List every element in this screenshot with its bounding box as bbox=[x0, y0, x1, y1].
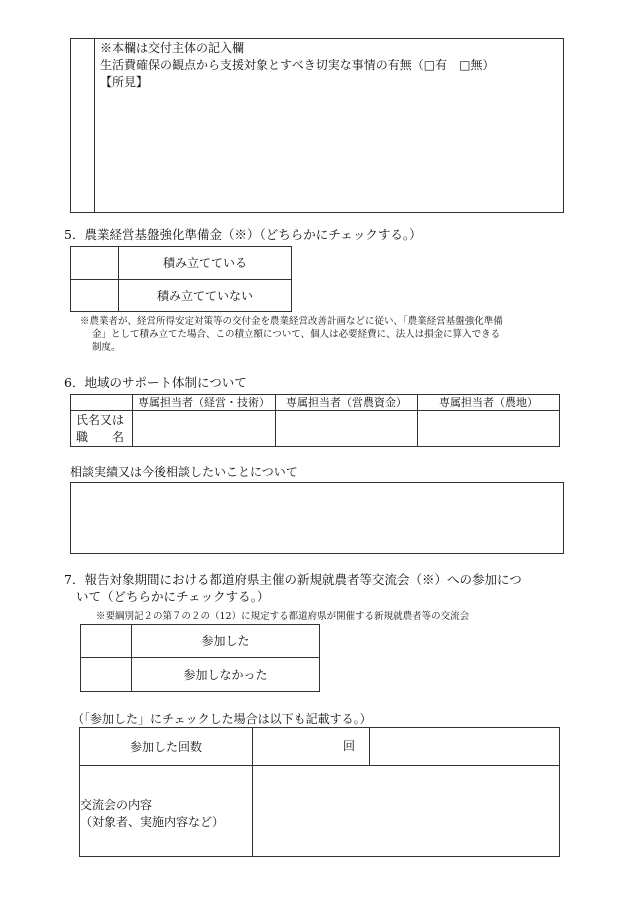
section6-heading: 6．地域のサポート体制について bbox=[64, 375, 247, 390]
opinion-label: 【所見】 bbox=[100, 75, 149, 89]
section7-heading-line2: いて（どちらかにチェックする。） bbox=[76, 589, 270, 604]
name-field-management[interactable] bbox=[134, 412, 274, 446]
count-extra-field[interactable] bbox=[371, 729, 558, 763]
consult-label: 相談実績又は今後相談したいことについて bbox=[70, 465, 298, 479]
consult-field[interactable] bbox=[70, 482, 564, 554]
count-unit: 回 bbox=[343, 739, 356, 753]
col-header-finance: 専属担当者（営農資金） bbox=[286, 395, 407, 409]
content-label-line2: （対象者、実施内容など） bbox=[80, 815, 225, 829]
count-field[interactable] bbox=[254, 729, 339, 763]
participation-option-not-attended: 参加しなかった bbox=[183, 667, 268, 682]
official-use-box-divider bbox=[94, 38, 95, 213]
col-header-management: 専属担当者（経営・技術） bbox=[138, 395, 270, 409]
official-use-note: ※本欄は交付主体の記入欄 bbox=[100, 41, 245, 55]
support-table-hline bbox=[70, 410, 560, 411]
participation-option-attended: 参加した bbox=[201, 634, 250, 648]
content-label-line1: 交流会の内容 bbox=[80, 798, 153, 812]
section5-heading: 5．農業経営基盤強化準備金（※）（どちらかにチェックする。） bbox=[64, 227, 422, 242]
name-field-farmland[interactable] bbox=[419, 412, 558, 446]
detail-table-vline-2 bbox=[369, 727, 370, 765]
livelihood-question: 生活費確保の観点から支援対象とすべき切実な事情の有無（□有 □無） bbox=[100, 58, 495, 72]
row-label-name-line2: 職 名 bbox=[76, 430, 125, 444]
participation-check-2[interactable] bbox=[81, 658, 131, 691]
count-label: 参加した回数 bbox=[129, 739, 202, 754]
followup-instruction: （「参加した」にチェックした場合は以下も記載する。） bbox=[72, 712, 372, 726]
section7-note: ※要綱別記２の第７の２の（12）に規定する都道府県が開催する新規就農者等の交流会 bbox=[96, 611, 470, 622]
reserve-option-saving: 積み立てている bbox=[162, 256, 247, 270]
reserve-note-line1: ※農業者が、経営所得安定対策等の交付金を農業経営改善計画などに従い、「農業経営基盤強化準備 bbox=[80, 316, 503, 327]
content-field[interactable] bbox=[254, 767, 558, 855]
reserve-check-2[interactable] bbox=[71, 280, 118, 311]
name-field-finance[interactable] bbox=[277, 412, 416, 446]
reserve-note-line2: 金」として積み立てた場合、この積立額について、個人は必要経費に、法人は損金に算入できる bbox=[92, 329, 501, 340]
row-label-name-line1: 氏名又は bbox=[76, 413, 125, 427]
detail-table-vline-1 bbox=[252, 727, 253, 857]
reserve-option-not-saving: 積み立てていない bbox=[156, 288, 253, 303]
detail-table-hline bbox=[79, 765, 560, 766]
section7-heading-line1: 7．報告対象期間における都道府県主催の新規就農者等交流会（※）への参加につ bbox=[64, 572, 522, 587]
reserve-note-line3: 制度。 bbox=[92, 342, 121, 353]
reserve-check-1[interactable] bbox=[71, 247, 118, 279]
opinion-field[interactable] bbox=[96, 92, 562, 211]
participation-check-1[interactable] bbox=[81, 625, 131, 657]
col-header-farmland: 専属担当者（農地） bbox=[439, 395, 538, 409]
